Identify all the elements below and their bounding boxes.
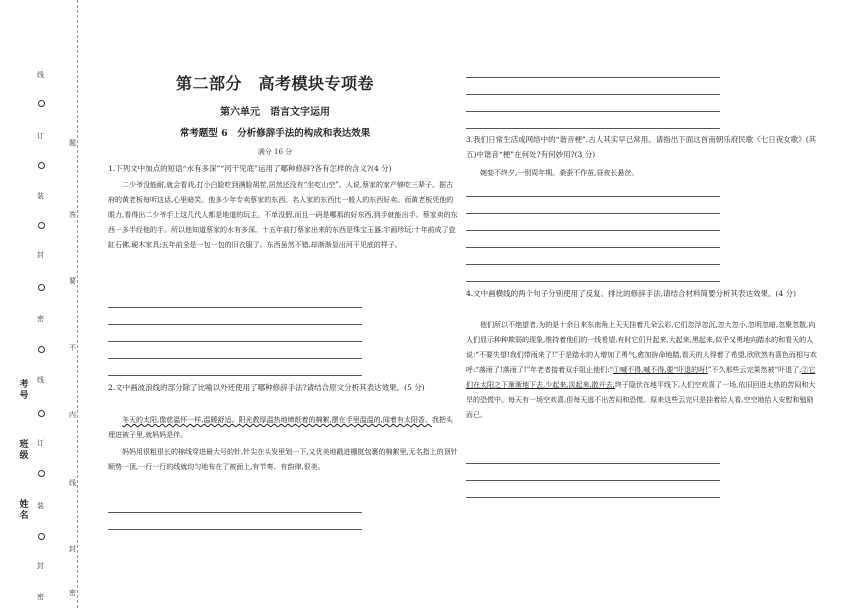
margin-char: 封 xyxy=(37,251,44,259)
topic-title: 常考题型 6 分析修辞手法的构成和表达效果 xyxy=(179,128,371,139)
binding-hole-icon xyxy=(38,162,45,169)
binding-hole-icon xyxy=(38,100,45,107)
underlined-sentence-2: ②它们在太阳之下渐渐地下去,少起来,淡起来,散开去, xyxy=(466,366,816,389)
margin-char: 装 xyxy=(37,502,44,510)
margin-char: 封 xyxy=(69,545,76,553)
answer-line[interactable] xyxy=(466,497,720,498)
question-4-prompt: 4.文中画横线的两个句子分别使用了反复、排比的修辞手法,请结合材料简要分析其表达效果。(4 分) xyxy=(466,289,797,298)
question-2-passage-2: 妈妈用很粗很长的棉线穿进最大号的针,针尖在头发里划一下,又优美地戳进棚挺包裹的棉絮里,无名指上的顶针顺势一顶,一行一行的线就均匀地布在了被面上,有节奏、有韵律,很美。 xyxy=(108,448,458,471)
margin-char: 封 xyxy=(37,562,44,570)
answer-line[interactable] xyxy=(466,94,720,95)
underlined-sentence-1: ①喊不得,喊不得,要“吓退的呀! xyxy=(613,366,708,374)
unit-title: 第六单元 语言文字运用 xyxy=(220,107,330,118)
answer-line[interactable] xyxy=(466,230,720,231)
margin-char: 订 xyxy=(37,439,44,447)
margin-char: 密 xyxy=(69,589,76,597)
margin-char: 要 xyxy=(69,277,76,285)
question-2-prompt: 2.文中画波浪线的部分除了比喻以外还使用了哪种修辞手法?请结合原文分析其表达效果。(5 分) xyxy=(108,383,425,392)
answer-line[interactable] xyxy=(108,341,362,342)
question-2-passage: 冬天的太阳,像慈温怀一样,温暖舒适。阳光教厚温热地缔纸着的棉絮,摆在手里温温的,闻着有太阳香。我把头埋进被子里,就妈妈是伴。 xyxy=(108,416,453,439)
margin-char: 线 xyxy=(69,479,76,487)
question-4-passage: 他们所以不绝望者,为的是十余日来东南角上天天挂着几朵云彩,它们忽浮忽沉,忽大忽小,忽明忽暗,忽聚忽散,向人们显示种种欺弱的现象,维持着他们的一线希望,有时它们升起来,大起来,黑起来,似乎又勇地向踏水的和看天的人说:“不要失望!我们带雨来了!”于是踏水的人增加了勇气,愈加拚命地踏,看天的人得着了希望,欣欣然有喜色而相与欢呼:“落雨了!落雨了!”年老者接着双手阻止他们:“①喊不得,喊不得,要“吓退的呀!”不久那些云完果然被“吓退了,②它们在太阳之下渐渐地下去,少起来,淡起来,散开去,终于隐伏在地平线下,人们空欢喜了一场,依旧回进太热的苦闷和大旱的恐慌中。每天有一场空欢喜,但每天逃不出苦闷和恐慌。原来这些云完只是挂着给人看,空空地给人安慰和勉励而已。 xyxy=(466,321,817,419)
binding-hole-icon xyxy=(38,284,45,291)
binding-margin xyxy=(0,0,95,608)
wavy-underlined-text: 冬天的太阳,像慈温怀一样,温暖舒适。阳光教厚温热地缔纸着的棉絮,摆在手里温温的,闻着有太阳香。 xyxy=(122,416,432,424)
part-title: 第二部分 高考模块专项卷 xyxy=(175,74,374,93)
answer-line[interactable] xyxy=(466,111,720,112)
answer-line[interactable] xyxy=(108,375,362,376)
answer-line[interactable] xyxy=(108,512,362,513)
answer-line[interactable] xyxy=(108,307,362,308)
answer-line[interactable] xyxy=(108,358,362,359)
answer-line[interactable] xyxy=(108,529,362,530)
margin-char: 内 xyxy=(69,411,76,419)
answer-line[interactable] xyxy=(466,480,720,481)
binding-hole-icon xyxy=(38,533,45,540)
margin-char: 密 xyxy=(37,593,44,601)
binding-hole-icon xyxy=(38,470,45,477)
margin-char: 线 xyxy=(37,376,44,384)
answer-line[interactable] xyxy=(466,264,720,265)
class-label: 班级 xyxy=(19,440,29,461)
question-1-passage: 二少爷没能耐,就会看戏,打小白脸吃到满脸胡茬,居然还没有“坐吃山空”。人说,蔡家的家产够吃三辈子。据古府的黄老板每听这话,心里暗笑。他多少年专卖蔡家的东西。名人家的东西比一般人的东西好卖。而黄老板凭他的眼力,看得出二少爷手上这几代人都是地道的玩主。不单没假,而且一码是哪那的好东西,到手就能出手。蔡家卖的东西一多半经他的手。所以他知道蔡家的水有多深。十五年前打蔡家出来的东西是珠宝玉器,宇画珍玩;十年前成了瓷缸石佛,硬木家具;五年前全是一包一包的旧衣服了。东西虽然不错,却渐渐显出河干见底的样子。 xyxy=(108,181,458,249)
margin-char: 装 xyxy=(37,192,44,200)
answer-line[interactable] xyxy=(466,281,720,282)
margin-char: 不 xyxy=(69,344,76,352)
question-3-prompt: 3.我们日常生活或网络中的“谐音梗”,古人其实早已常用。请指出下面这首南朝乐府民歌《七日夜女歌》(其五)中谐音“梗”在何处?有何妙用?(3 分) xyxy=(466,135,817,159)
answer-line[interactable] xyxy=(466,213,720,214)
binding-hole-icon xyxy=(38,346,45,353)
exam-number-label: 考号 xyxy=(19,380,29,401)
question-1-prompt: 1.下列文中加点的短语“水有多深”“河干见底”运用了哪种修辞?各有怎样的含义?(4 分) xyxy=(108,164,392,173)
answer-line[interactable] xyxy=(466,247,720,248)
margin-char: 题 xyxy=(69,139,76,147)
binding-hole-icon xyxy=(38,410,45,417)
answer-line[interactable] xyxy=(466,196,720,197)
answer-line[interactable] xyxy=(466,77,720,78)
margin-char: 答 xyxy=(69,211,76,219)
margin-char: 密 xyxy=(37,315,44,323)
answer-line[interactable] xyxy=(466,463,720,464)
name-label: 姓名 xyxy=(19,500,29,521)
binding-hole-icon xyxy=(38,222,45,229)
margin-char: 订 xyxy=(37,132,44,140)
binding-dashed-line xyxy=(77,0,79,608)
question-3-poem: 婉娈不终夕,一别周年期。桑蚕不作茧,昼夜长悬丝。 xyxy=(480,169,639,177)
margin-char: 线 xyxy=(37,71,44,79)
answer-line[interactable] xyxy=(108,324,362,325)
answer-line[interactable] xyxy=(466,128,720,129)
total-score: 满分 16 分 xyxy=(257,148,293,156)
